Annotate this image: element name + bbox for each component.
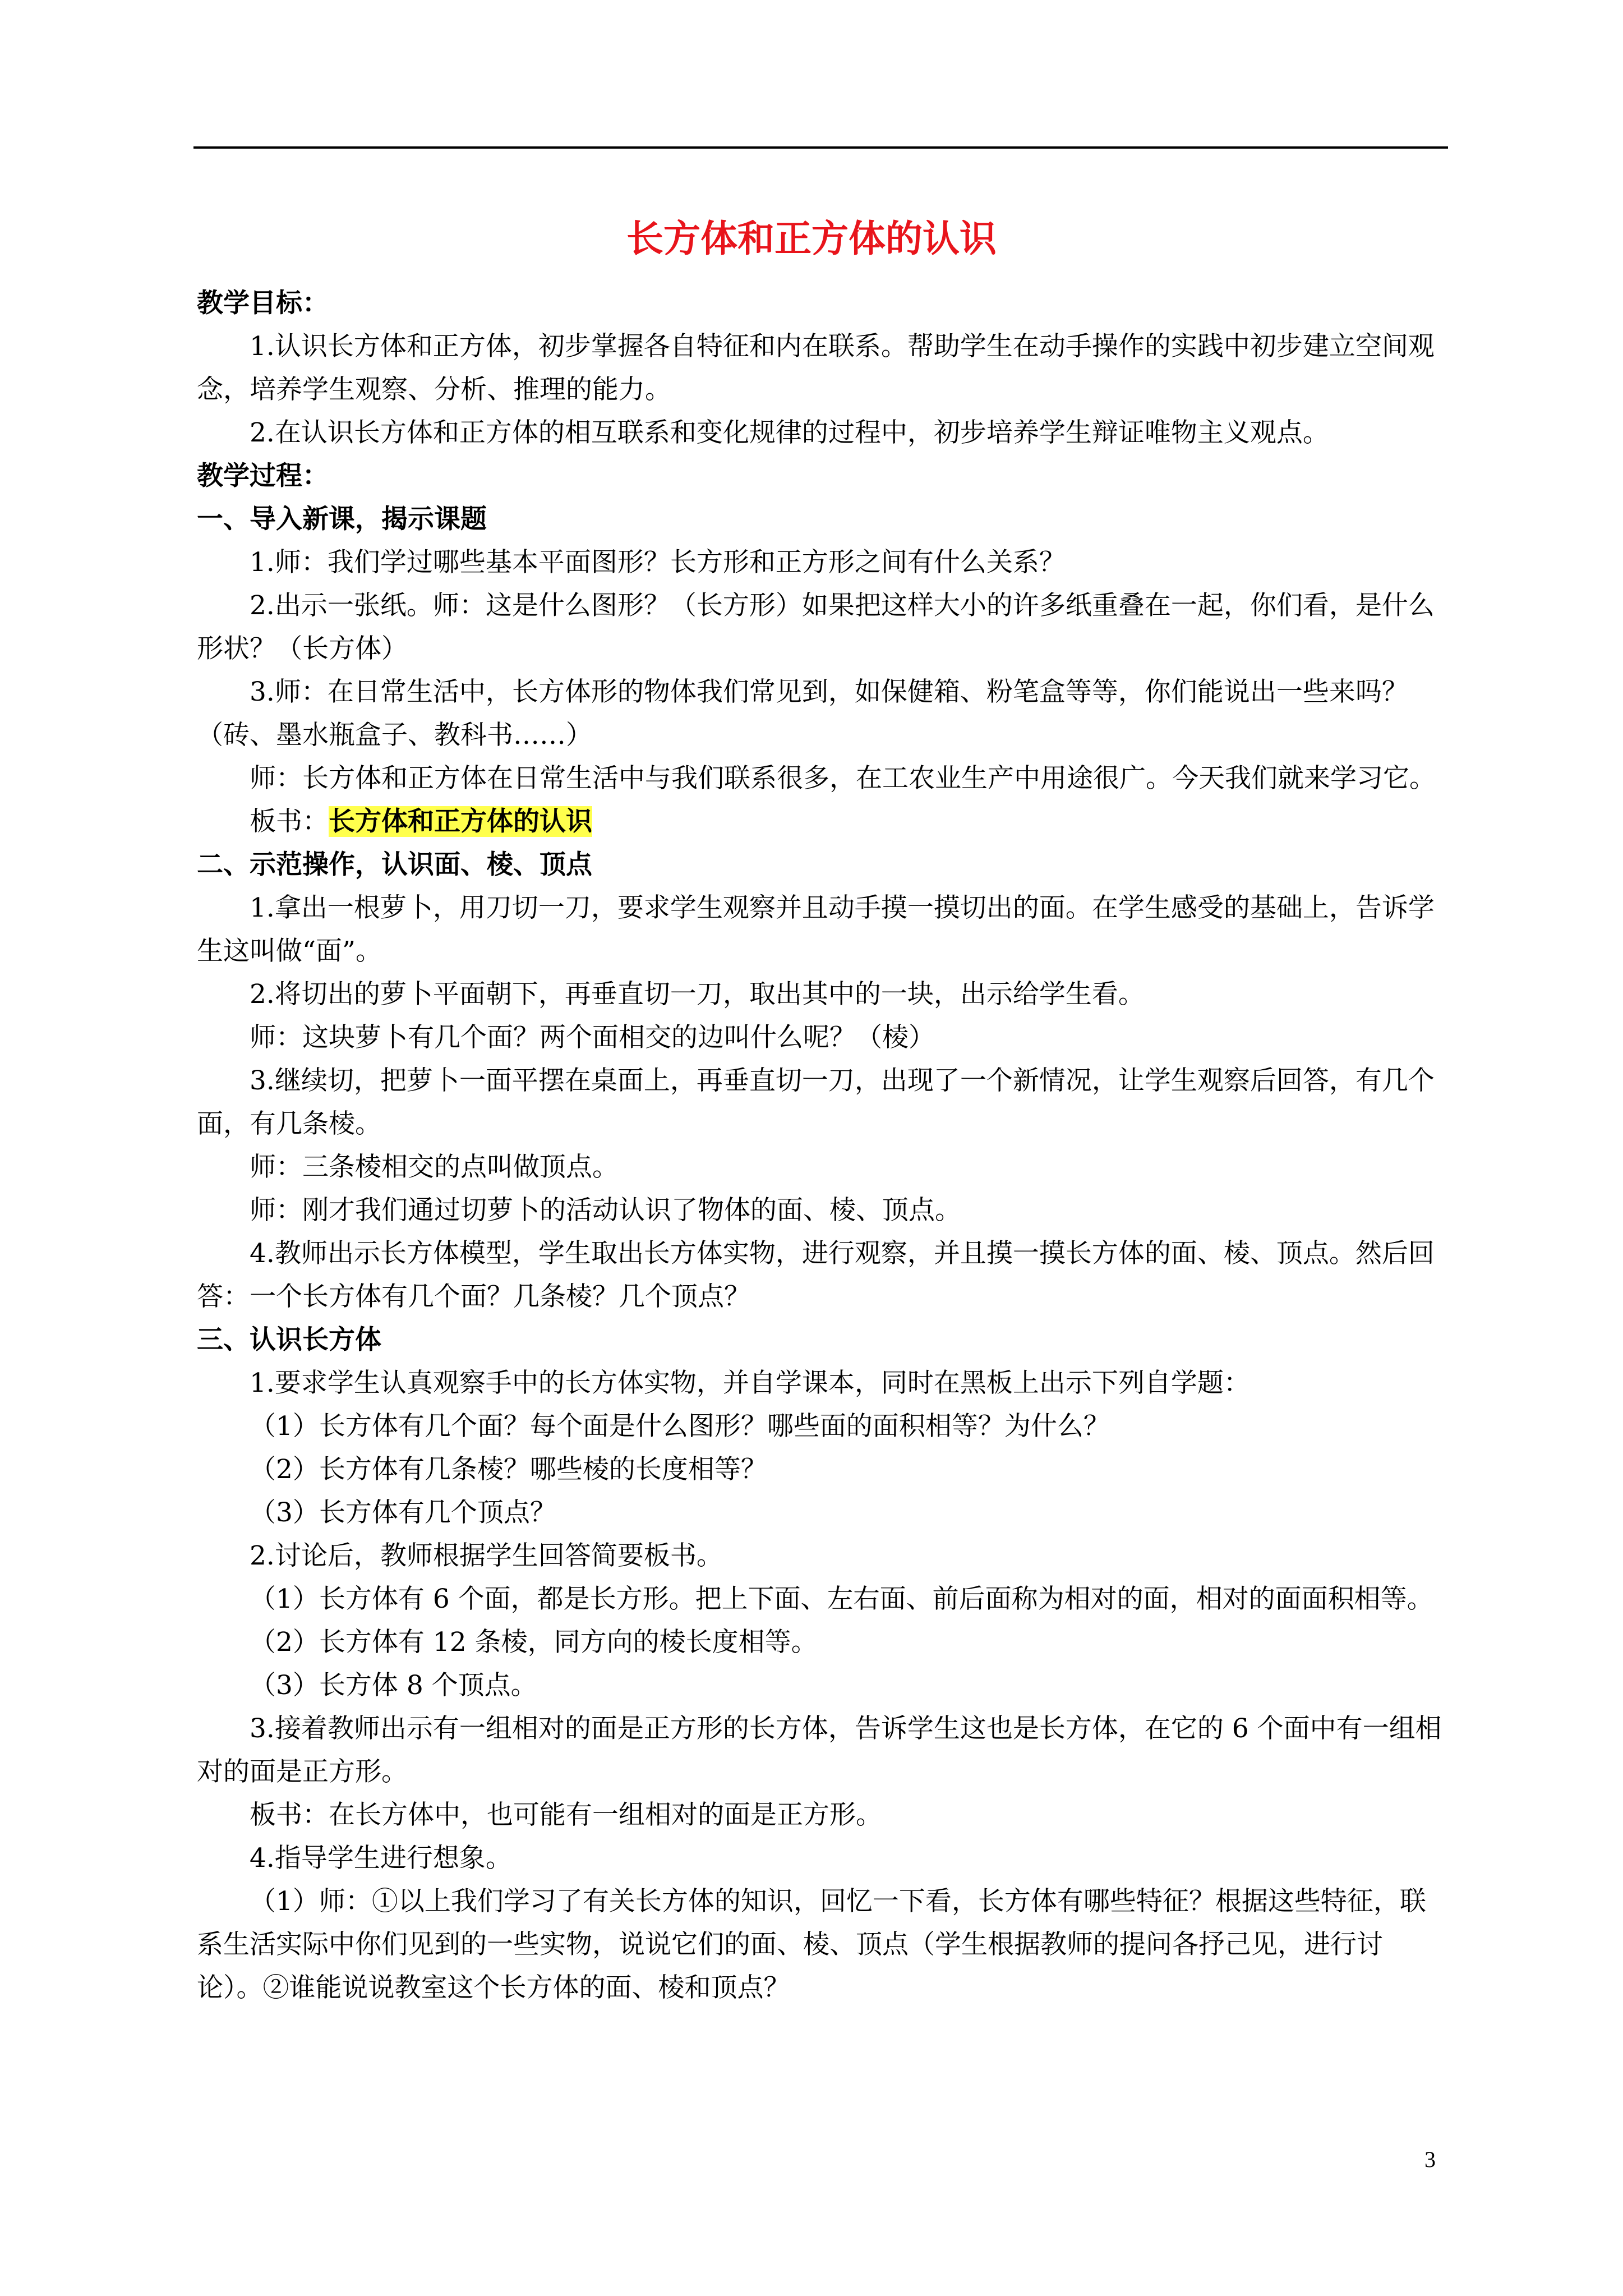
paragraph: 2.出示一张纸。师：这是什么图形？（长方形）如果把这样大小的许多纸重叠在一起，你们看，是什么形状？（长方体） bbox=[197, 590, 1435, 664]
paragraph: 3.接着教师出示有一组相对的面是正方形的长方体，告诉学生这也是长方体，在它的 6 个面中有一组相对的面是正方形。 bbox=[197, 1713, 1442, 1787]
header-rule bbox=[193, 146, 1448, 149]
goals-heading: 教学目标： bbox=[197, 288, 329, 319]
section-heading-1: 一、导入新课，揭示课题 bbox=[197, 504, 487, 535]
goal-item: 1.认识长方体和正方体，初步掌握各自特征和内在联系。帮助学生在动手操作的实践中初步建立空间观念，培养学生观察、分析、推理的能力。 bbox=[197, 331, 1435, 405]
paragraph: 1.要求学生认真观察手中的长方体实物，并自学课本，同时在黑板上出示下列自学题： bbox=[250, 1368, 1250, 1398]
paragraph: （3）长方体有几个顶点？ bbox=[250, 1497, 556, 1528]
paragraph: 1.师：我们学过哪些基本平面图形？长方形和正方形之间有什么关系？ bbox=[250, 547, 1066, 578]
paragraph: 2.讨论后，教师根据学生回答简要板书。 bbox=[250, 1540, 723, 1571]
paragraph: （1）长方体有几个面？每个面是什么图形？哪些面的面积相等？为什么？ bbox=[250, 1411, 1110, 1442]
paragraph: 4.教师出示长方体模型，学生取出长方体实物，进行观察，并且摸一摸长方体的面、棱、顶点。然后回答：一个长方体有几个面？几条棱？几个顶点？ bbox=[197, 1238, 1435, 1312]
board-highlight-text: 长方体和正方体的认识 bbox=[329, 806, 592, 837]
process-heading: 教学过程： bbox=[197, 461, 329, 491]
document-title: 长方体和正方体的认识 bbox=[626, 217, 997, 260]
paragraph: 师：刚才我们通过切萝卜的活动认识了物体的面、棱、顶点。 bbox=[250, 1195, 961, 1226]
paragraph: 师：三条棱相交的点叫做顶点。 bbox=[250, 1152, 619, 1182]
paragraph: （3）长方体 8 个顶点。 bbox=[250, 1670, 537, 1701]
paragraph: 3.师：在日常生活中，长方体形的物体我们常见到，如保健箱、粉笔盒等等，你们能说出一些来吗？（砖、墨水瓶盒子、教科书……） bbox=[197, 677, 1408, 751]
board-label: 板书： bbox=[250, 806, 329, 837]
paragraph: 1.拿出一根萝卜，用刀切一刀，要求学生观察并且动手摸一摸切出的面。在学生感受的基础上，告诉学生这叫做“面”。 bbox=[197, 892, 1435, 967]
paragraph: 板书：在长方体中，也可能有一组相对的面是正方形。 bbox=[250, 1800, 882, 1830]
paragraph: 4.指导学生进行想象。 bbox=[250, 1843, 512, 1874]
paragraph: 3.继续切，把萝卜一面平摆在桌面上，再垂直切一刀，出现了一个新情况，让学生观察后回答，有几个面，有几条棱。 bbox=[197, 1065, 1435, 1139]
paragraph: 师：长方体和正方体在日常生活中与我们联系很多，在工农业生产中用途很广。今天我们就来学习它。 bbox=[250, 763, 1436, 794]
paragraph: （2）长方体有几条棱？哪些棱的长度相等？ bbox=[250, 1454, 767, 1485]
section-heading-3: 三、认识长方体 bbox=[197, 1324, 381, 1355]
paragraph: 2.将切出的萝卜平面朝下，再垂直切一刀，取出其中的一块，出示给学生看。 bbox=[250, 979, 1145, 1010]
paragraph: （1）长方体有 6 个面，都是长方形。把上下面、左右面、前后面称为相对的面，相对的面面积相等。 bbox=[250, 1584, 1433, 1614]
goal-item: 2.在认识长方体和正方体的相互联系和变化规律的过程中，初步培养学生辩证唯物主义观点。 bbox=[250, 417, 1329, 448]
paragraph: 师：这块萝卜有几个面？两个面相交的边叫什么呢？（棱） bbox=[250, 1022, 935, 1053]
paragraph: （2）长方体有 12 条棱，同方向的棱长度相等。 bbox=[250, 1627, 818, 1658]
page-number: 3 bbox=[1424, 2147, 1436, 2172]
board-writing bbox=[197, 800, 1449, 843]
document-body bbox=[197, 282, 1449, 2009]
section-heading-2: 二、示范操作，认识面、棱、顶点 bbox=[197, 849, 592, 880]
paragraph: （1）师：①以上我们学习了有关长方体的知识，回忆一下看，长方体有哪些特征？根据这些特征，联系生活实际中你们见到的一些实物，说说它们的面、棱、顶点（学生根据教师的提问各抒己见，进行讨论）。②谁能说说教室这个长方体的面、棱和顶点？ bbox=[197, 1886, 1426, 2003]
